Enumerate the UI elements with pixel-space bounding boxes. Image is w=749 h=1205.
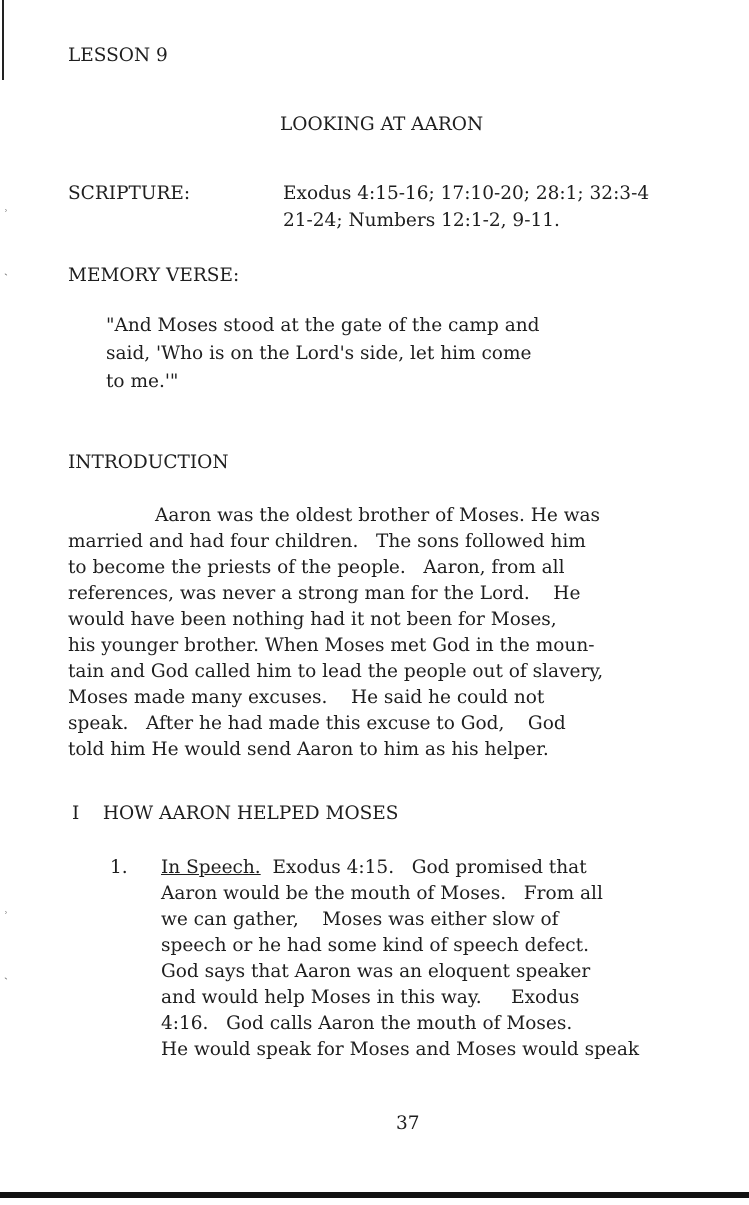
item-first-line-rest: Exodus 4:15. God promised that [260, 857, 587, 878]
item-title: In Speech. [161, 857, 261, 878]
scan-edge-bottom [0, 1192, 749, 1198]
scan-speck: ˎ [4, 262, 8, 276]
introduction-line: tain and God called him to lead the people out of slavery, [68, 661, 604, 682]
scripture-label: SCRIPTURE: [68, 183, 191, 204]
scan-speck: ⸒ [4, 900, 8, 914]
item-line: Aaron would be the mouth of Moses. From all [161, 883, 603, 904]
item-number: 1. [110, 857, 128, 878]
introduction-line: Aaron was the oldest brother of Moses. He was [155, 505, 601, 526]
item-line: 4:16. God calls Aaron the mouth of Moses. [161, 1013, 573, 1034]
introduction-line: told him He would send Aaron to him as his helper. [68, 739, 549, 760]
section-heading: I HOW AARON HELPED MOSES [72, 803, 399, 824]
item-line: God says that Aaron was an eloquent speaker [161, 961, 591, 982]
page-number: 37 [396, 1113, 420, 1134]
introduction-line: would have been nothing had it not been for Moses, [68, 609, 557, 630]
scripture-line: 21-24; Numbers 12:1-2, 9-11. [283, 210, 560, 231]
introduction-line: speak. After he had made this excuse to God, God [68, 713, 566, 734]
item-first-line [161, 857, 587, 878]
item-line: we can gather, Moses was either slow of [161, 909, 559, 930]
item-line: He would speak for Moses and Moses would speak [161, 1039, 640, 1060]
memory-verse-line: said, 'Who is on the Lord's side, let him come [106, 343, 532, 364]
item-line: speech or he had some kind of speech defect. [161, 935, 589, 956]
scan-speck: ˎ [4, 966, 8, 980]
introduction-heading: INTRODUCTION [68, 452, 229, 473]
scripture-line: Exodus 4:15-16; 17:10-20; 28:1; 32:3-4 [283, 183, 650, 204]
scan-speck: ⸒ [4, 198, 8, 212]
introduction-line: Moses made many excuses. He said he could not [68, 687, 545, 708]
lesson-number: LESSON 9 [68, 45, 168, 66]
introduction-line: references, was never a strong man for the Lord. He [68, 583, 581, 604]
lesson-title: LOOKING AT AARON [280, 114, 484, 135]
introduction-line: to become the priests of the people. Aaron, from all [68, 557, 565, 578]
memory-verse-label: MEMORY VERSE: [68, 265, 240, 286]
memory-verse-line: "And Moses stood at the gate of the camp and [106, 315, 540, 336]
item-line: and would help Moses in this way. Exodus [161, 987, 580, 1008]
introduction-line: married and had four children. The sons followed him [68, 531, 586, 552]
memory-verse-line: to me.'" [106, 371, 179, 392]
scan-edge-left [2, 0, 4, 80]
introduction-line: his younger brother. When Moses met God in the moun- [68, 635, 595, 656]
